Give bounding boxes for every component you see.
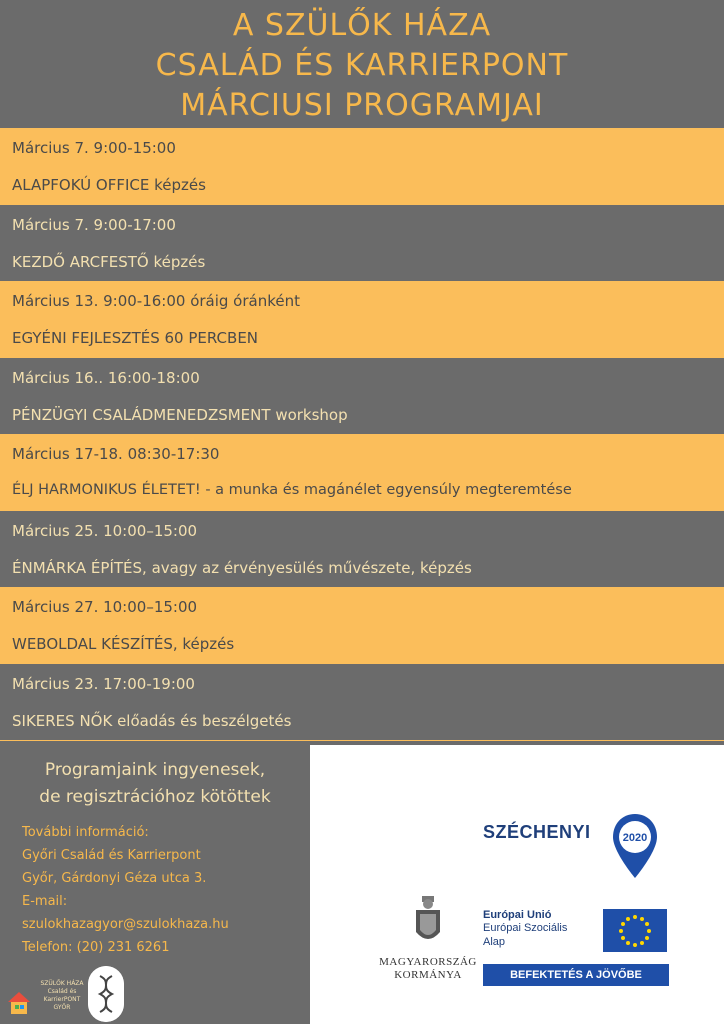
free-notice	[0, 757, 310, 811]
program-row	[0, 434, 724, 511]
szechenyi-logo-text: SZÉCHENYI	[483, 822, 591, 842]
program-row	[0, 587, 724, 664]
program-row	[0, 664, 724, 741]
program-title: EGYÉNI FEJLESZTÉS 60 PERCBEN	[12, 329, 259, 347]
program-title: WEBOLDAL KÉSZÍTÉS, képzés	[12, 635, 235, 653]
program-title: KEZDŐ ARCFESTŐ képzés	[12, 252, 206, 271]
organization-logo-line-2: Család és	[47, 988, 77, 995]
program-date: Március 27. 10:00–15:00	[12, 598, 198, 616]
eu-line-2: Európai Szociális	[483, 922, 568, 934]
coat-of-arms-icon	[413, 896, 443, 948]
government-line-2: KORMÁNYA	[394, 969, 462, 981]
program-title: ÉLJ HARMONIKUS ÉLETET! - a munka és magánélet egyensúly megteremtése	[12, 482, 572, 498]
header-line-2: CSALÁD ÉS KARRIERPONT	[155, 48, 569, 83]
program-title: ALAPFOKÚ OFFICE képzés	[12, 176, 206, 194]
program-date: Március 17-18. 08:30-17:30	[12, 445, 220, 463]
invest-banner: BEFEKTETÉS A JÖVŐBE	[483, 964, 669, 986]
phone: Telefon: (20) 231 6261	[22, 940, 170, 955]
organization-logo-line-1: SZÜLŐK HÁZA	[40, 980, 84, 987]
organization-logo-line-3: KarrierPONT	[43, 996, 81, 1003]
house-icon	[6, 990, 32, 1016]
program-date: Március 13. 9:00-16:00 óráig óránként	[12, 292, 300, 310]
program-row	[0, 281, 724, 358]
program-row	[0, 511, 724, 588]
program-date: Március 23. 17:00-19:00	[12, 674, 195, 693]
address: Győr, Gárdonyi Géza utca 3.	[22, 871, 207, 886]
info-label: További információ:	[22, 825, 149, 840]
government-logo	[378, 896, 478, 982]
eu-line-1: Európai Unió	[483, 909, 552, 921]
szechenyi-year: 2020	[622, 832, 648, 844]
eu-flag-icon	[603, 909, 667, 952]
program-title: ÉNMÁRKA ÉPÍTÉS, avagy az érvényesülés művészete, képzés	[12, 558, 472, 577]
szechenyi-pin-icon	[610, 812, 660, 882]
program-title: PÉNZÜGYI CSALÁDMENEDZSMENT workshop	[12, 405, 348, 424]
eu-line-3: Alap	[483, 936, 506, 948]
page-header	[0, 0, 724, 128]
program-date: Március 16.. 16:00-18:00	[12, 368, 200, 387]
program-date: Március 7. 9:00-17:00	[12, 215, 176, 234]
organization-logo-line-4: GYŐR	[53, 1004, 71, 1011]
email-link[interactable]: szulokhazagyor@szulokhaza.hu	[22, 917, 229, 932]
knot-icon	[88, 966, 124, 1022]
program-title: SIKERES NŐK előadás és beszélgetés	[12, 711, 292, 730]
program-list	[0, 128, 724, 743]
program-row	[0, 128, 724, 205]
organization-logo	[4, 964, 124, 1020]
program-date: Március 7. 9:00-15:00	[12, 139, 176, 157]
program-row	[0, 205, 724, 282]
free-notice-line-1: Programjaink ingyenesek,	[44, 760, 266, 780]
contact-info	[22, 821, 310, 959]
organization-logo-text	[32, 980, 92, 1012]
header-line-1: A SZÜLŐK HÁZA	[232, 8, 492, 43]
program-date: Március 25. 10:00–15:00	[12, 521, 198, 540]
free-notice-line-2: de regisztrációhoz kötöttek	[39, 787, 271, 807]
email-label: E-mail:	[22, 894, 68, 909]
program-row	[0, 358, 724, 435]
header-line-3: MÁRCIUSI PROGRAMJAI	[180, 88, 544, 123]
org-name: Győri Család és Karrierpont	[22, 848, 201, 863]
government-line-1: MAGYARORSZÁG	[379, 956, 477, 968]
